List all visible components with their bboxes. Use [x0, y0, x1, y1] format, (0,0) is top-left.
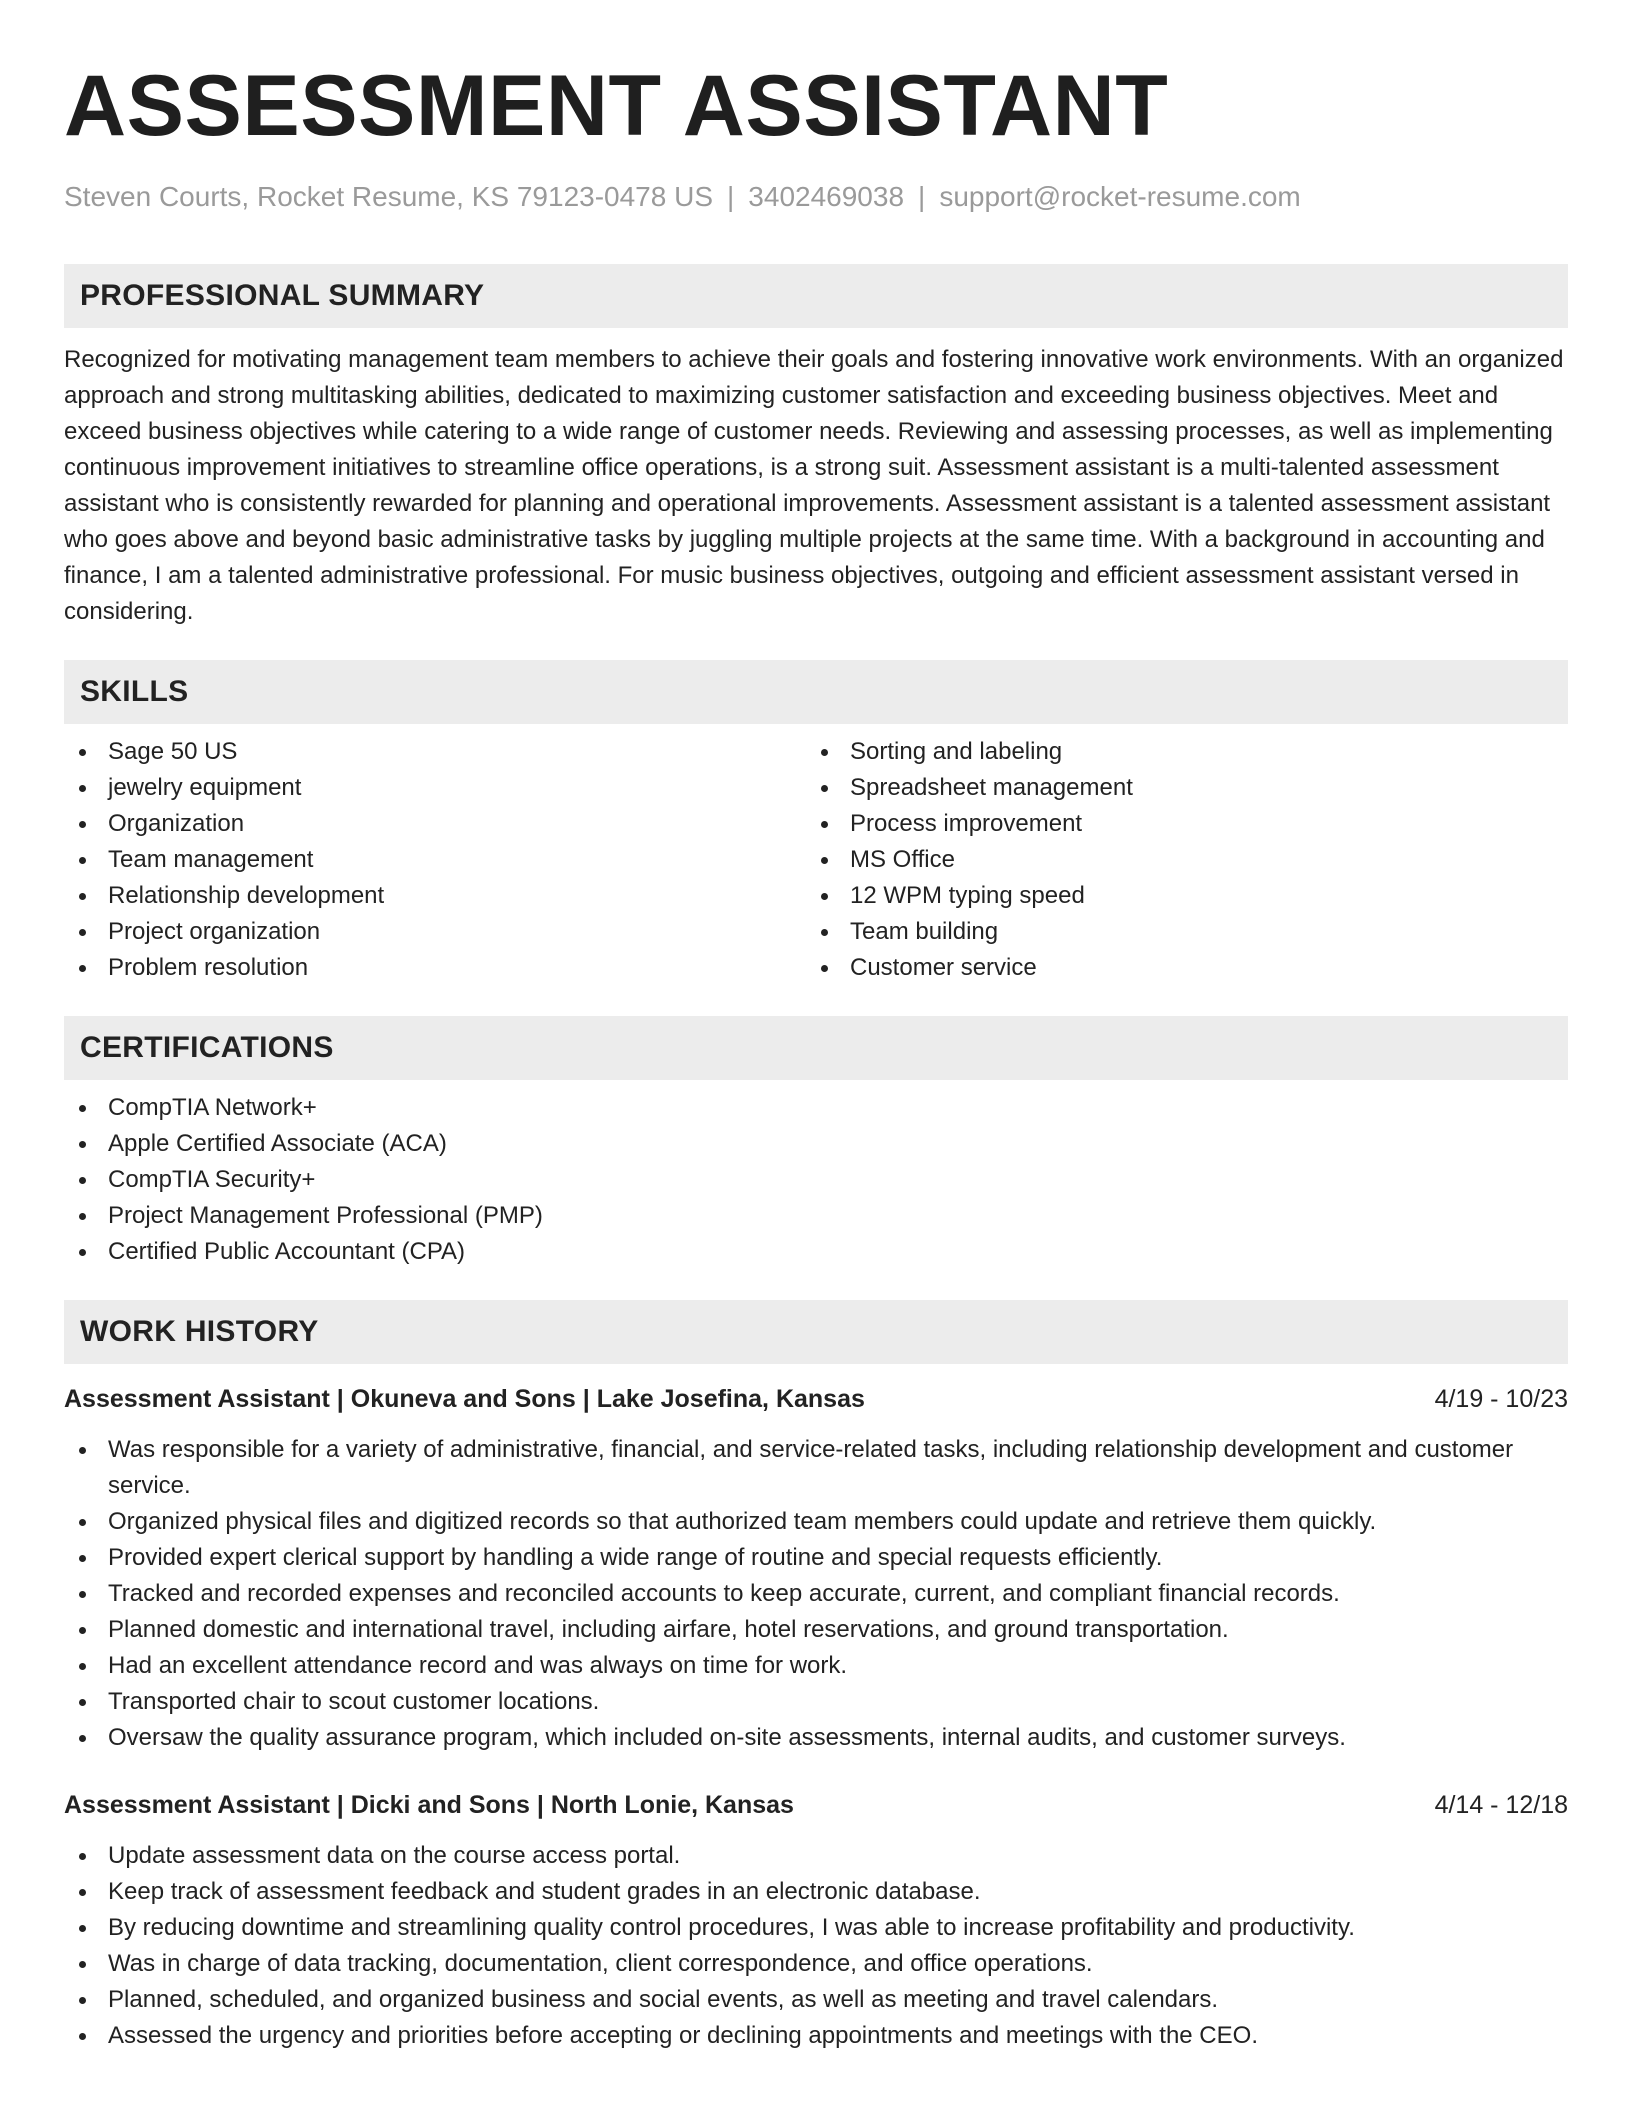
resume-name: ASSESSMENT ASSISTANT — [64, 58, 1169, 154]
job-dates: 4/14 - 12/18 — [1434, 1791, 1568, 1819]
summary-text: Recognized for motivating management team members to achieve their goals and fostering innovative work environments. With an organized approach and strong multitasking abilities, dedicated to maximizing customer satisfaction and exceeding business objectives. Meet and exceed business objectives while catering to a wide range of customer needs. Reviewing and assessing processes, as well as implementing continuous improvement initiatives to streamline office operations, is a strong suit. Assessment assistant is a multi-talented assessment assistant who is consistently rewarded for planning and operational improvements. Assessment assistant is a talented assessment assistant who goes above and beyond basic administrative tasks by juggling multiple projects at the same time. With a background in accounting and finance, I am a talented administrative professional. For music business objectives, outgoing and efficient assessment assistant versed in considering. — [64, 346, 1564, 625]
job-heading: Assessment Assistant | Dicki and Sons | North Lonie, Kansas — [64, 1791, 794, 1819]
job-bullet-list — [64, 1432, 1568, 1756]
skill-item: Organization — [64, 806, 806, 842]
job-bullet: Planned domestic and international travel, including airfare, hotel reservations, and ground transportation. — [64, 1612, 1568, 1648]
job-heading: Assessment Assistant | Okuneva and Sons | Lake Josefina, Kansas — [64, 1385, 865, 1413]
summary-section-header: PROFESSIONAL SUMMARY — [64, 264, 1568, 328]
work-history-section-header: WORK HISTORY — [64, 1300, 1568, 1364]
job-bullet: Organized physical files and digitized records so that authorized team members could update and retrieve them quickly. — [64, 1504, 1568, 1540]
job-bullet: Provided expert clerical support by handling a wide range of routine and special requests efficiently. — [64, 1540, 1568, 1576]
skill-item: Problem resolution — [64, 950, 806, 986]
contact-phone: 3402469038 — [748, 181, 905, 212]
skill-item: Spreadsheet management — [806, 770, 1548, 806]
job-bullet: Was responsible for a variety of administrative, financial, and service-related tasks, including relationship development and customer service. — [64, 1432, 1568, 1504]
job-bullet: Update assessment data on the course access portal. — [64, 1838, 1568, 1874]
certification-item: Apple Certified Associate (ACA) — [64, 1126, 1568, 1162]
contact-line — [64, 180, 1568, 214]
certifications-list — [64, 1090, 1568, 1270]
contact-separator: | — [727, 181, 735, 212]
job-bullet: Was in charge of data tracking, documentation, client correspondence, and office operations. — [64, 1946, 1568, 1982]
job-heading-row — [64, 1788, 1568, 1822]
certification-item: CompTIA Security+ — [64, 1162, 1568, 1198]
skills-left-list — [64, 734, 806, 986]
skills-right-list — [806, 734, 1548, 986]
skill-item: Process improvement — [806, 806, 1548, 842]
certifications-section-header: CERTIFICATIONS — [64, 1016, 1568, 1080]
certification-item: Project Management Professional (PMP) — [64, 1198, 1568, 1234]
skill-item: Sorting and labeling — [806, 734, 1548, 770]
skill-item: jewelry equipment — [64, 770, 806, 806]
job-bullet: Had an excellent attendance record and was always on time for work. — [64, 1648, 1568, 1684]
job-dates: 4/19 - 10/23 — [1434, 1385, 1568, 1413]
job-heading-row — [64, 1382, 1568, 1416]
certification-item: Certified Public Accountant (CPA) — [64, 1234, 1568, 1270]
job-entry — [64, 1382, 1568, 1756]
skill-item: MS Office — [806, 842, 1548, 878]
skill-item: Relationship development — [64, 878, 806, 914]
job-bullet: Tracked and recorded expenses and reconciled accounts to keep accurate, current, and compliant financial records. — [64, 1576, 1568, 1612]
skills-section-header: SKILLS — [64, 660, 1568, 724]
contact-separator: | — [918, 181, 926, 212]
job-bullet: Planned, scheduled, and organized business and social events, as well as meeting and travel calendars. — [64, 1982, 1568, 2018]
job-bullet: Oversaw the quality assurance program, which included on-site assessments, internal audits, and customer surveys. — [64, 1720, 1568, 1756]
skill-item: Sage 50 US — [64, 734, 806, 770]
skill-item: Customer service — [806, 950, 1548, 986]
skill-item: 12 WPM typing speed — [806, 878, 1548, 914]
contact-email: support@rocket-resume.com — [939, 181, 1301, 212]
job-bullet: By reducing downtime and streamlining quality control procedures, I was able to increase profitability and productivity. — [64, 1910, 1568, 1946]
skill-item: Team building — [806, 914, 1548, 950]
contact-address: Steven Courts, Rocket Resume, KS 79123-0478 US — [64, 181, 714, 212]
job-bullet-list — [64, 1838, 1568, 2054]
skills-columns — [64, 734, 1568, 986]
job-bullet: Keep track of assessment feedback and student grades in an electronic database. — [64, 1874, 1568, 1910]
job-entry — [64, 1788, 1568, 2054]
skill-item: Project organization — [64, 914, 806, 950]
job-bullet: Transported chair to scout customer locations. — [64, 1684, 1568, 1720]
certification-item: CompTIA Network+ — [64, 1090, 1568, 1126]
job-bullet: Assessed the urgency and priorities before accepting or declining appointments and meetings with the CEO. — [64, 2018, 1568, 2054]
skill-item: Team management — [64, 842, 806, 878]
